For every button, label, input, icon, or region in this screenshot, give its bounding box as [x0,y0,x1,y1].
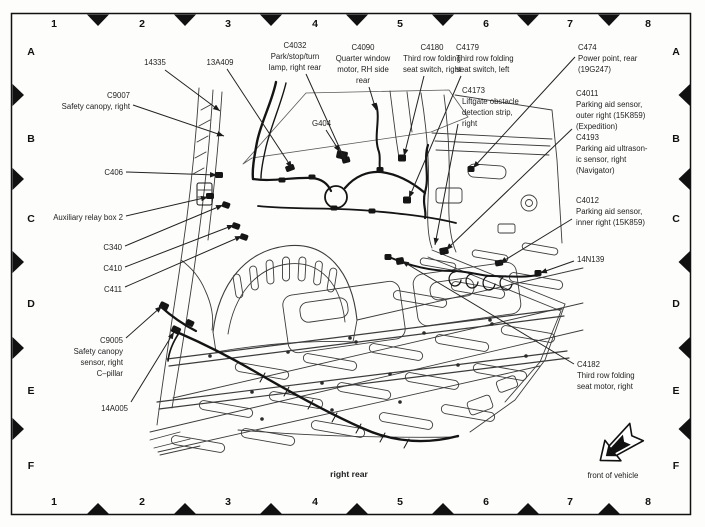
callout-line: seat motor, right [577,382,633,391]
grid-col-5-bottom: 5 [397,496,403,508]
callout-line: (Expedition) [576,122,618,131]
callout-line: Park/stop/turn [270,52,320,61]
callout-line: C4090 [351,43,375,52]
callout-line: Power point, rear [578,54,638,63]
callout-line: 14N139 [577,255,605,264]
callout-line: (Navigator) [576,166,615,175]
callout-line: seat switch, right [402,65,462,74]
callout-line: seat switch, left [456,65,510,74]
callout-line: inner right (15K859) [576,218,645,227]
callout-line: Parking aid ultrason- [576,144,648,153]
grid-row-A-right: A [672,46,680,58]
grid-col-3-top: 3 [225,18,231,30]
callout-line: Liftgate obstacle [462,97,519,106]
grid-row-E-right: E [672,385,680,397]
callout-line: outer right (15K859) [576,111,646,120]
callout-line: Third row folding [403,54,461,63]
callout-line: C4011 [576,89,599,98]
grid-col-8-bottom: 8 [645,496,651,508]
grid-col-1-top: 1 [51,18,57,30]
grid-col-2-top: 2 [139,18,145,30]
grid-row-B-right: B [672,133,680,145]
grid-col-2-bottom: 2 [139,496,145,508]
callout-line: motor, RH side [337,65,389,74]
callout-line: rear [356,76,370,85]
callout-line: C4173 [462,86,485,95]
callout-line: C4182 [577,360,600,369]
grid-col-4-bottom: 4 [312,496,318,508]
callout-line: (19G247) [578,65,611,74]
callout-line: Parking aid sensor, [576,100,643,109]
callout-line: C410 [103,264,122,273]
callout-line: 14A005 [101,404,128,413]
grid-col-7-top: 7 [567,18,573,30]
callout-line: Parking aid sensor, [576,207,643,216]
grid-col-4-top: 4 [312,18,318,30]
grid-row-D-right: D [672,298,680,310]
callout-line: right [462,119,478,128]
callout-line: C–pillar [96,369,123,378]
callout-line: sensor, right [80,358,123,367]
callout-line: detection strip, [462,108,513,117]
grid-col-7-bottom: 7 [567,496,573,508]
grid-row-B-left: B [27,133,35,145]
front-of-vehicle-arrow-icon [586,422,648,472]
grid-col-8-top: 8 [645,18,651,30]
callout-line: C411 [103,285,122,294]
callout-line: Quarter window [335,54,391,63]
callout-line: C4179 [456,43,479,52]
grid-col-3-bottom: 3 [225,496,231,508]
front-of-vehicle-label: front of vehicle [587,471,639,480]
callout-line: Safety canopy [73,347,123,356]
callout-line: Auxiliary relay box 2 [53,213,123,222]
callout-line: 13A409 [206,58,234,67]
callout-line: Safety canopy, right [61,102,130,111]
grid-col-1-bottom: 1 [51,496,57,508]
grid-row-A-left: A [27,46,35,58]
grid-row-C-left: C [27,213,35,225]
grid-col-6-top: 6 [483,18,489,30]
callout-line: 14335 [144,58,166,67]
callout-line: Third row folding [456,54,514,63]
callout-line: C4180 [420,43,444,52]
callout-line: lamp, right rear [268,63,322,72]
callout-line: C340 [103,243,122,252]
callout-line: C9005 [100,336,123,345]
callout-line: ic sensor, right [576,155,627,164]
callout-line: C474 [578,43,597,52]
grid-row-C-right: C [672,213,680,225]
callout-line: G404 [312,119,332,128]
callout-line: C406 [104,168,123,177]
grid-col-5-top: 5 [397,18,403,30]
view-label: right rear [330,469,368,479]
callout-line: C4032 [283,41,307,50]
callout-line: C9007 [107,91,130,100]
callout-line: Third row folding [577,371,635,380]
grid-col-6-bottom: 6 [483,496,489,508]
grid-row-F-left: F [27,460,35,472]
grid-row-F-right: F [672,460,680,472]
grid-row-E-left: E [27,385,35,397]
grid-row-D-left: D [27,298,35,310]
callout-line: C4012 [576,196,599,205]
callout-line: C4193 [576,133,599,142]
callout-leader-lines [125,57,575,402]
